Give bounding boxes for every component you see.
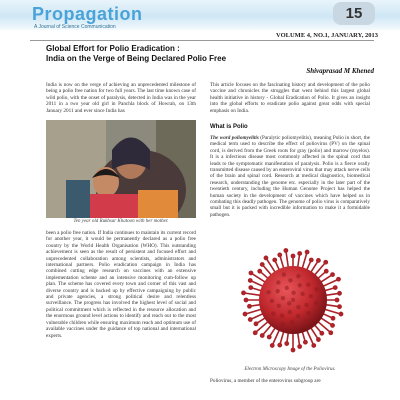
virus-surface-dot bbox=[315, 311, 319, 315]
virus-surface-dot bbox=[281, 322, 285, 326]
right-column-continuation: Poliovirus, a member of the enterovirus subgroup are bbox=[210, 378, 321, 384]
virus-spike-tip bbox=[278, 253, 281, 256]
virus-illustration bbox=[238, 245, 348, 355]
right-column-intro: This article focuses on the fascinating history and development of the polio vaccine and chronicles the struggles that went behind this largest global health initiative in history - Global Eradication of Polio. It gives an insight into the global efforts to eradicate polio against great odds with special emphasis on India. bbox=[210, 82, 370, 114]
masthead-banner bbox=[0, 0, 400, 30]
virus-spike bbox=[244, 293, 262, 296]
virus-spike-tip bbox=[249, 279, 252, 282]
virus-spike-tip bbox=[324, 261, 327, 264]
virus-spike bbox=[324, 309, 341, 314]
virus-spike-tip bbox=[338, 292, 341, 295]
journal-logo: Propagation bbox=[32, 4, 143, 24]
article-title-line-1: Global Effort for Polio Eradication : bbox=[46, 44, 180, 53]
virus-surface-dot bbox=[314, 301, 318, 305]
virus-spike-tip bbox=[310, 258, 313, 261]
virus-spike-tip bbox=[337, 278, 340, 281]
virus-surface-dot bbox=[285, 286, 289, 290]
photo-illustration bbox=[46, 120, 196, 218]
virus-surface-dot bbox=[290, 320, 294, 324]
section-heading: What is Polio bbox=[210, 124, 248, 130]
virus-spike-tip bbox=[249, 271, 252, 274]
virus-surface-dot bbox=[288, 310, 292, 314]
virus-spike-tip bbox=[244, 298, 247, 301]
virus-surface-dot bbox=[280, 313, 284, 317]
virus-spike-tip bbox=[271, 344, 274, 347]
virus-spike-tip bbox=[273, 258, 276, 261]
virus-spike-tip bbox=[248, 305, 251, 308]
poliovirus-image bbox=[238, 245, 348, 355]
virus-surface-dot bbox=[303, 320, 307, 324]
virus-spike-tip bbox=[331, 273, 334, 276]
virus-surface-dot bbox=[266, 290, 270, 294]
virus-spike-tip bbox=[298, 345, 301, 348]
virus-spike-tip bbox=[264, 256, 267, 259]
virus-spike-tip bbox=[304, 341, 307, 344]
virus-surface-dot bbox=[276, 280, 280, 284]
virus-surface-dot bbox=[296, 314, 300, 318]
virus-spike bbox=[286, 251, 289, 269]
virus-spike-tip bbox=[249, 286, 252, 289]
virus-spike-tip bbox=[254, 331, 257, 334]
virus-spike-tip bbox=[298, 252, 301, 255]
virus-spike-tip bbox=[254, 322, 257, 325]
article-title-line-2: India on the Verge of Being Declared Polio Free bbox=[46, 54, 227, 63]
virus-spike-tip bbox=[291, 348, 294, 351]
virus-surface-dot bbox=[291, 298, 295, 302]
virus-spike-tip bbox=[320, 332, 323, 335]
header-divider bbox=[30, 40, 374, 41]
virus-spike-tip bbox=[305, 250, 308, 253]
lead-term: The word poliomyelitis bbox=[210, 135, 259, 141]
virus-spike-tip bbox=[331, 317, 334, 320]
definition-text: (Paralytic poliomyelitis), meaning Polio in short, the medical term used to describe the effect of poliovirus (PV) on the spinal cord, is derived from the Greek roots for gray (polio) and marrow (myelos). It is a infectious disease most commonly affected in the spinal cord that leads to the symptomatic manifestation of paralysis. Polio is a fierce orally transmitted disease caused by an enteroviral virus that may attack nerve cells of the brain and spinal cord. Research at medical diagnostics, biomedical research, understanding the genome etc. especially in the later part of the twentieth century, including the Human Genome Project has helped the human society in the development of vaccines which have helped us in combating this deadly pathogen. The genome of polio virus is comparatively small but it is packed with incredible information to make it a formidable pathogen. bbox=[210, 135, 370, 218]
virus-surface-dot bbox=[314, 287, 318, 291]
virus-spike-tip bbox=[243, 312, 246, 315]
virus-surface-dot bbox=[277, 304, 281, 308]
journal-tagline: A Journal of Science Communication bbox=[34, 24, 116, 30]
virus-surface-dot bbox=[287, 301, 291, 305]
virus-spike-tip bbox=[278, 343, 281, 346]
virus-surface-dot bbox=[291, 291, 295, 295]
virus-surface-dot bbox=[298, 283, 302, 287]
virus-spike-tip bbox=[339, 312, 342, 315]
virus-spike-tip bbox=[335, 298, 338, 301]
virus-spike-tip bbox=[291, 254, 294, 257]
virus-spike-tip bbox=[329, 331, 332, 334]
virus-spike-tip bbox=[325, 270, 328, 273]
virus-spike-tip bbox=[338, 305, 341, 308]
virus-surface-dot bbox=[306, 311, 310, 315]
virus-surface-dot bbox=[296, 274, 300, 278]
virus-surface-dot bbox=[309, 294, 313, 298]
right-column-polio-definition bbox=[210, 135, 370, 235]
virus-spike-tip bbox=[334, 286, 337, 289]
virus-surface-dot bbox=[281, 296, 285, 300]
virus-caption: Electron Microscopy Image of the Poliovirus. bbox=[244, 367, 336, 372]
virus-surface-dot bbox=[271, 311, 275, 315]
virus-spike-tip bbox=[258, 270, 261, 273]
photo-caption: Ten year old Rukhsar Khatoon with her mother. bbox=[73, 219, 169, 224]
virus-spike-tip bbox=[249, 318, 252, 321]
page-number-badge: 15 bbox=[333, 2, 375, 25]
virus-spike-tip bbox=[285, 342, 288, 345]
virus-surface-dot bbox=[288, 278, 292, 282]
virus-spike-tip bbox=[261, 334, 264, 337]
volume-issue-line: VOLUME 4, NO.1, JANUARY, 2013 bbox=[276, 32, 378, 39]
virus-surface-dot bbox=[296, 305, 300, 309]
virus-spike-tip bbox=[317, 259, 320, 262]
virus-spike bbox=[302, 252, 307, 269]
article-title bbox=[46, 44, 306, 64]
virus-surface-dot bbox=[275, 289, 279, 293]
virus-spike bbox=[245, 309, 262, 314]
article-author: Shivaprasad M Khened bbox=[306, 67, 374, 75]
virus-surface-dot bbox=[304, 303, 308, 307]
virus-spike-tip bbox=[312, 344, 315, 347]
virus-spike-tip bbox=[261, 263, 264, 266]
virus-spike-tip bbox=[268, 335, 271, 338]
mother-child-photo bbox=[46, 120, 196, 218]
virus-spike-tip bbox=[331, 324, 334, 327]
left-column-body: been a polio free nation. If India continues to maintain its current record for another year, it would be permanently declared as a polio free country by the World Health Organisation (WHO). This outstanding achievement is seen as the result of persistent and focused effort and unprecedented collaboration among scientists, administrators and international partners. Polio eradication campaign in India has combined cutting edge research on vaccines with an extensive implementation scheme and an intensive monitoring cum-follow up plan. The scheme has covered every town and corner of this vast and diverse country and is backed up by effective campaigning by public and private agencies, a strong political desire and relentless surveillance. The progress has involved the highest level of social and political commitment which is reflected in the resource allocation and the enormous ground level actions to identify and reach out to the most vulnerable children while ensuring maximum reach and optimum use of available vaccines under the guidance of top national and international experts. bbox=[46, 230, 196, 339]
virus-surface-dot bbox=[270, 299, 274, 303]
left-column-intro: India is now on the verge of achieving an unprecedented milestone of being a polio free nation for two full years. The last time known case of wild polio, with the onset of paralysis, detected in India was in the year 2011 in a two year old girl in Panchla block of Howrah, on 13th January 2011 and ever since India has bbox=[46, 82, 196, 114]
virus-surface-dot bbox=[306, 283, 310, 287]
virus-spike-tip bbox=[242, 291, 245, 294]
virus-surface-dot bbox=[300, 292, 304, 296]
virus-spike-tip bbox=[317, 338, 320, 341]
virus-spike-tip bbox=[284, 249, 287, 252]
virus-surface-dot bbox=[282, 272, 286, 276]
